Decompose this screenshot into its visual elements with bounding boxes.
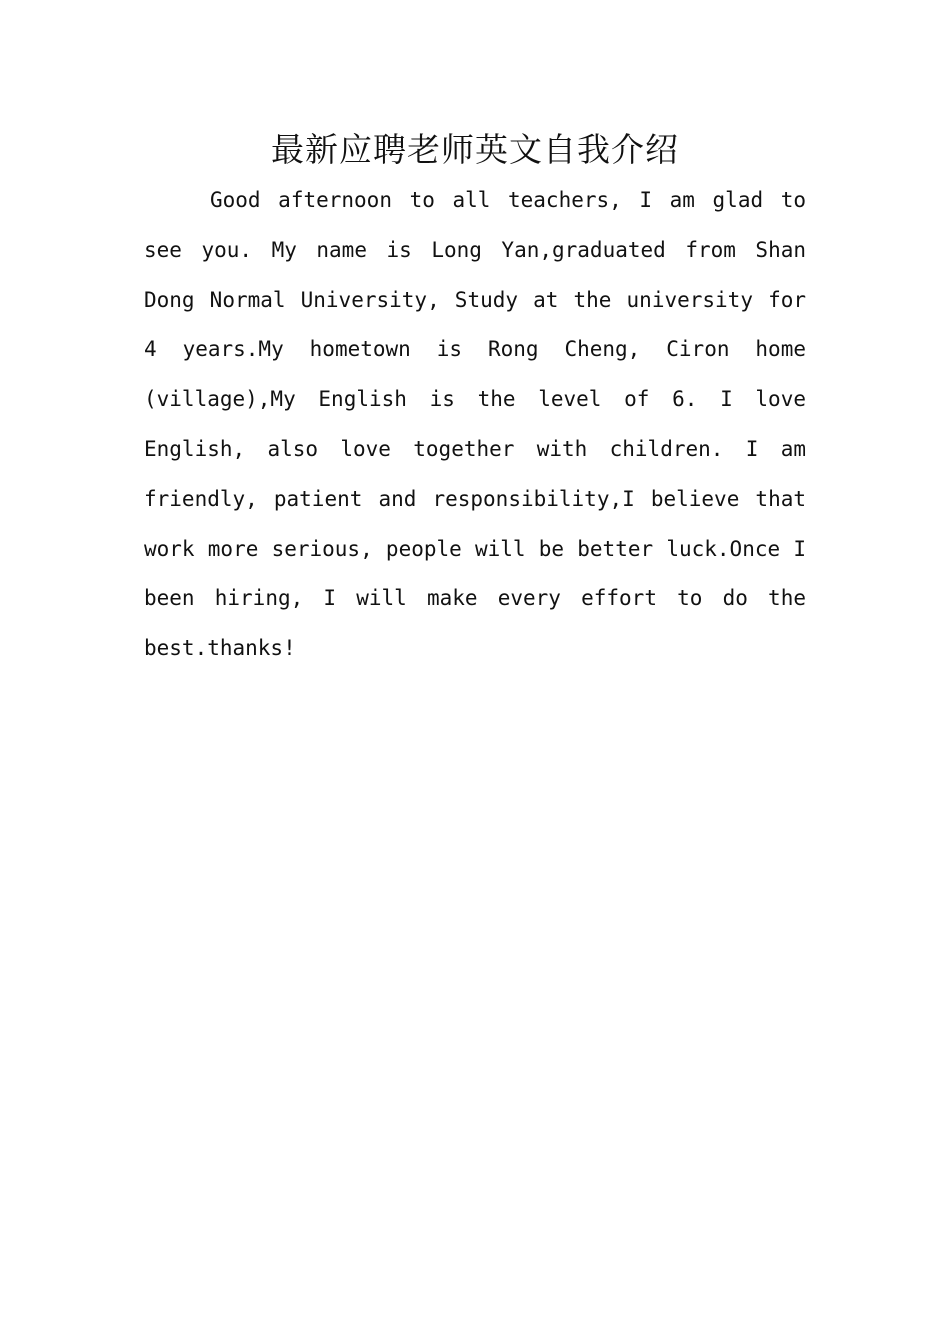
document-title: 最新应聘老师英文自我介绍 bbox=[271, 130, 679, 169]
document-body-paragraph: Good afternoon to all teachers, I am glad to see you. My name is Long Yan,graduated from Shan Dong Normal University, Study at the university for 4 years.My hometown is Rong Cheng, Ciron home (village),My English is the level of 6. I love English, also love together with children. I am friendly, patient and responsibility,I believe that work more serious, people will be better luck.Once I been hiring, I will make every effort to do the best.thanks! bbox=[144, 188, 806, 661]
